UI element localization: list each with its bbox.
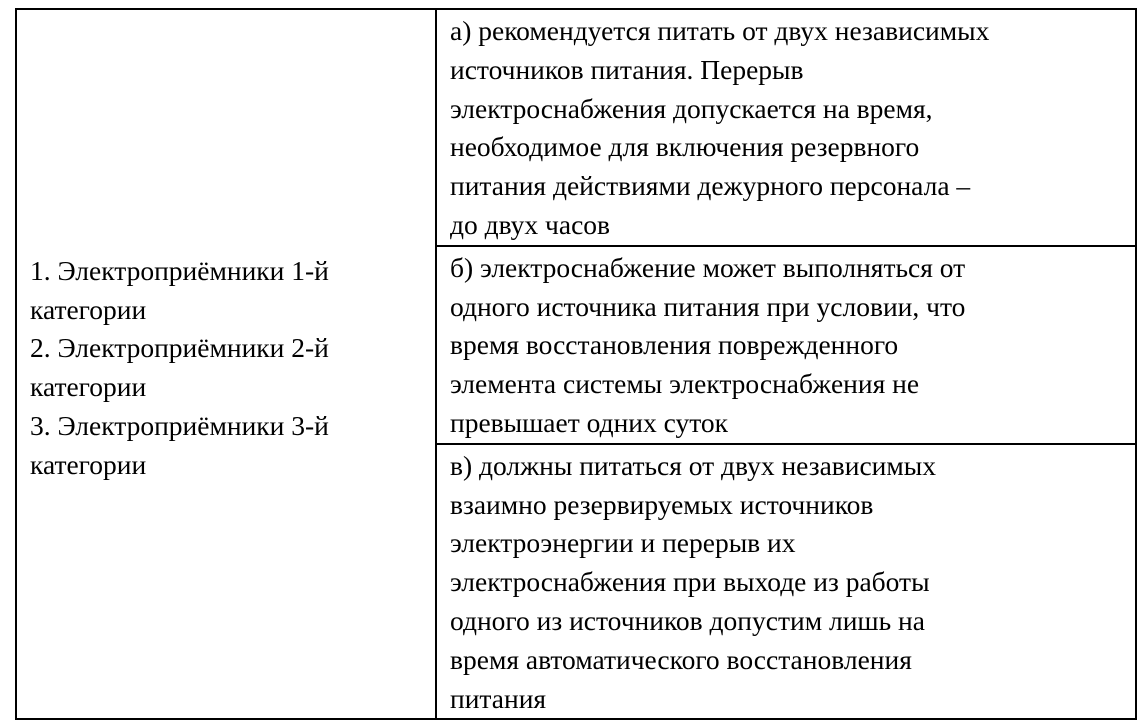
definition-a-line: до двух часов bbox=[450, 208, 611, 240]
definition-a-line: питания действиями дежурного персонала – bbox=[450, 170, 971, 202]
categories-cell bbox=[16, 9, 436, 719]
definition-b-line: превышает одних суток bbox=[450, 406, 728, 438]
category-2-line-2: категории bbox=[30, 371, 147, 403]
definition-c-line: электроэнергии и перерыв их bbox=[450, 527, 796, 559]
matching-table bbox=[15, 8, 1137, 720]
definition-a-line: а) рекомендуется питать от двух независимых bbox=[450, 15, 990, 46]
definition-b-line: одного источника питания при условии, что bbox=[450, 290, 966, 322]
definition-b-line: время восстановления поврежденного bbox=[450, 329, 899, 361]
definition-a-line: необходимое для включения резервного bbox=[450, 131, 920, 163]
definition-b-line: элемента системы электроснабжения не bbox=[450, 368, 920, 400]
table-row bbox=[16, 9, 1136, 246]
definition-a-line: электроснабжения допускается на время, bbox=[450, 92, 933, 124]
definition-a-cell bbox=[436, 9, 1136, 246]
definition-c-line: взаимно резервируемых источников bbox=[450, 488, 874, 520]
definition-c-cell bbox=[436, 444, 1136, 720]
definition-c-line: одного из источников допустим лишь на bbox=[450, 604, 925, 636]
definition-b-line: б) электроснабжение может выполняться от bbox=[450, 251, 966, 283]
definition-c-line: питания bbox=[450, 682, 547, 714]
category-1-line-2: категории bbox=[30, 293, 147, 325]
definition-c-line: время автоматического восстановления bbox=[450, 643, 912, 675]
definition-b-cell bbox=[436, 246, 1136, 444]
definition-c-line: электроснабжения при выходе из работы bbox=[450, 566, 930, 598]
category-1-line-1: 1. Электроприёмники 1-й bbox=[30, 254, 329, 286]
category-2-line-1: 2. Электроприёмники 2-й bbox=[30, 332, 329, 364]
category-3-line-2: категории bbox=[30, 448, 147, 480]
definition-c-line: в) должны питаться от двух независимых bbox=[450, 449, 937, 481]
definition-a-line: источников питания. Перерыв bbox=[450, 53, 804, 85]
category-3-line-1: 3. Электроприёмники 3-й bbox=[30, 409, 329, 441]
